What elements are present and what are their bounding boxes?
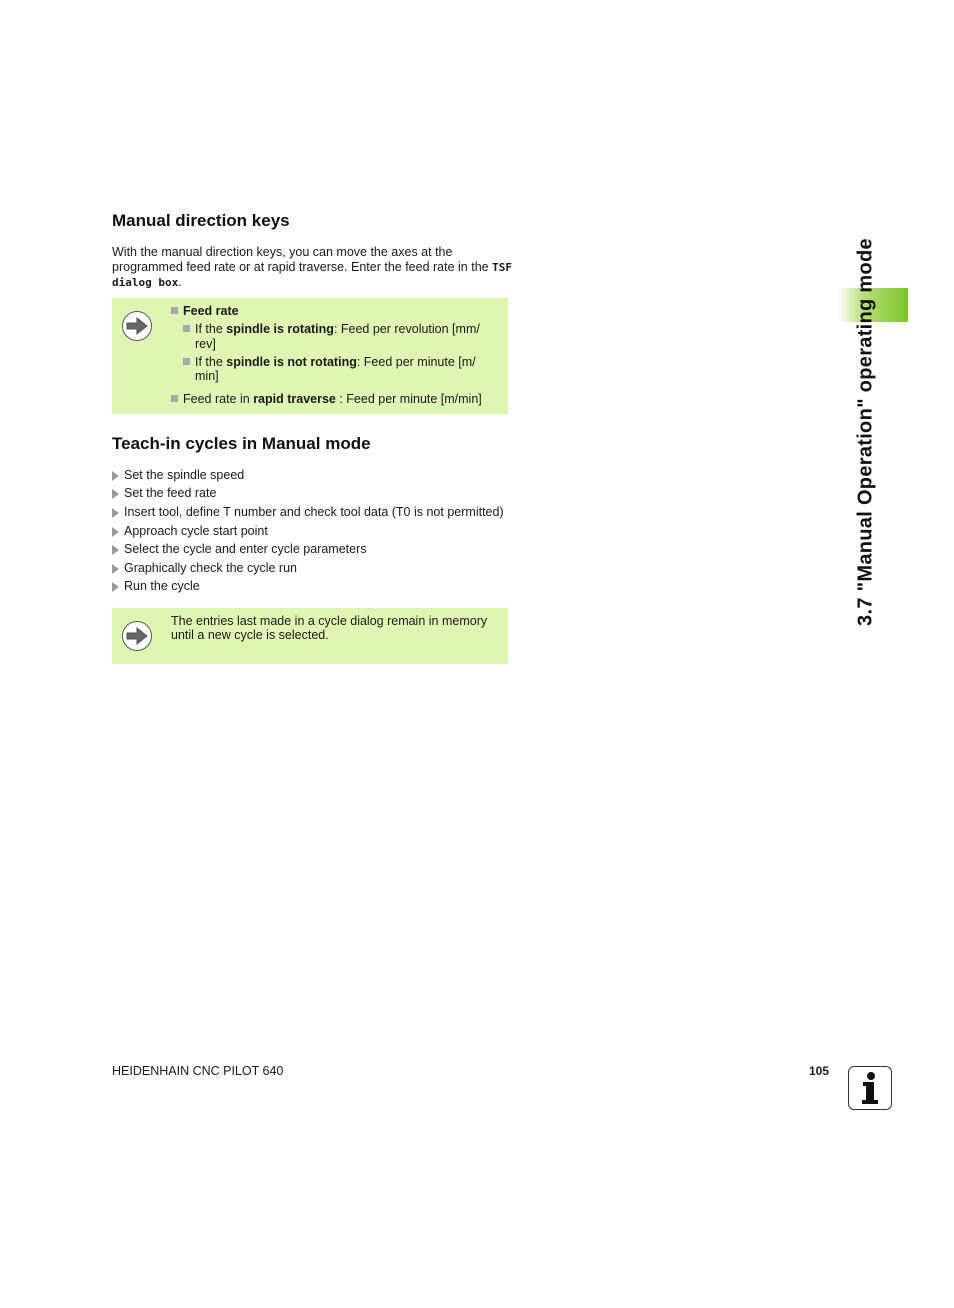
spindle-rotating-item (183, 322, 480, 337)
step-text: Approach cycle start point (124, 524, 268, 538)
step-item (112, 486, 216, 500)
step-triangle-icon (112, 471, 119, 481)
rapid-bold: rapid traverse (253, 392, 336, 406)
step-text: Set the spindle speed (124, 468, 245, 482)
feed-rate-item (171, 304, 239, 319)
sub2-pre: If the (195, 355, 227, 369)
note-arrow-icon (122, 621, 152, 651)
heading-teach-in-cycles: Teach-in cycles in Manual mode (112, 434, 371, 453)
step-triangle-icon (112, 508, 119, 518)
sub1-bold: spindle is rotating (226, 322, 334, 336)
spindle-rotating-item-cont: rev] (195, 337, 216, 351)
chapter-title: 3.7 "Manual Operation" operating mode (854, 238, 877, 626)
feed-rate-label: Feed rate (183, 304, 239, 318)
note-box-feed-rate (112, 298, 508, 414)
rapid-post: : Feed per minute [m/min] (335, 392, 482, 406)
note-memory-line2: until a new cycle is selected. (171, 628, 329, 642)
step-triangle-icon (112, 582, 119, 592)
step-text: Graphically check the cycle run (124, 561, 297, 575)
sub2-post: : Feed per minute [m/ (356, 355, 476, 369)
step-item (112, 524, 268, 538)
tsf-dialog-box-ref: TSF dialog box (112, 260, 512, 289)
step-triangle-icon (112, 564, 119, 574)
sub1-post: : Feed per revolution [mm/ (333, 322, 480, 336)
step-triangle-icon (112, 545, 119, 555)
page-number: 105 (809, 1064, 830, 1078)
note-memory-line1: The entries last made in a cycle dialog remain in memory (171, 614, 488, 628)
intro-paragraph (112, 245, 512, 291)
bullet-square-icon (183, 325, 190, 332)
step-item (112, 505, 504, 519)
footer-product-name: HEIDENHAIN CNC PILOT 640 (112, 1064, 284, 1078)
sub2-bold: spindle is not rotating (226, 355, 357, 369)
bullet-square-icon (171, 395, 178, 402)
step-triangle-icon (112, 527, 119, 537)
intro-text: With the manual direction keys, you can move the axes at the programmed feed rate or at rapid traverse. Enter the feed rate in the (112, 245, 493, 274)
spindle-not-rotating-item (183, 355, 476, 370)
intro-end: . (178, 275, 182, 289)
step-item (112, 579, 200, 593)
step-text: Select the cycle and enter cycle parameters (124, 542, 367, 556)
bullet-square-icon (183, 358, 190, 365)
step-text: Insert tool, define T number and check tool data (T0 is not permitted) (124, 505, 504, 519)
step-text: Set the feed rate (124, 486, 217, 500)
heading-manual-direction-keys: Manual direction keys (112, 211, 290, 230)
rapid-traverse-item (171, 392, 482, 407)
note-box-cycle-memory (112, 608, 508, 664)
step-text: Run the cycle (124, 579, 200, 593)
step-item (112, 561, 297, 575)
step-item (112, 542, 366, 556)
info-icon (848, 1066, 892, 1110)
note-arrow-icon (122, 311, 152, 341)
step-triangle-icon (112, 489, 119, 499)
spindle-not-rotating-item-cont: min] (195, 369, 219, 383)
sub1-pre: If the (195, 322, 227, 336)
bullet-square-icon (171, 307, 178, 314)
step-item (112, 468, 244, 482)
rapid-pre: Feed rate in (183, 392, 254, 406)
